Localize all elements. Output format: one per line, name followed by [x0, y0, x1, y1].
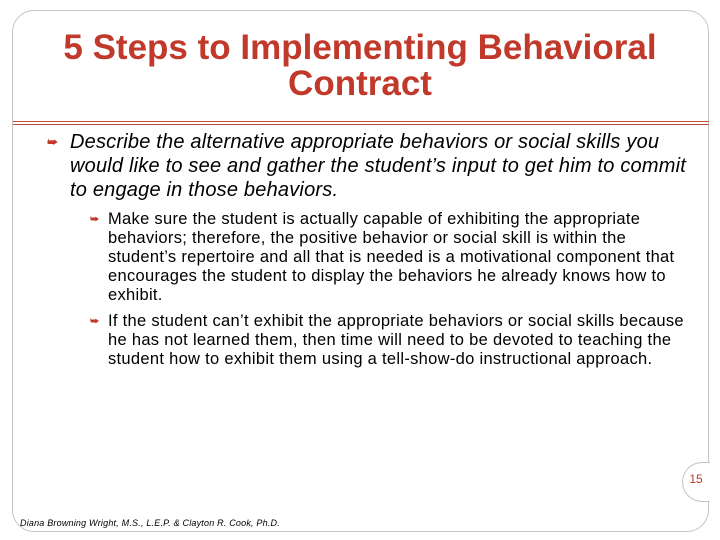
curved-arrow-bullet-icon: ⮩: [90, 316, 100, 327]
bullet-item-level1: [46, 130, 686, 202]
bullet-text: Make sure the student is actually capable of exhibiting the appropriate behaviors; therefore, the positive behavior or social skill is within the student’s repertoire and all that is needed is a motivational component that encourages the student to display the behaviors he already knows how to exhibit.: [108, 210, 675, 304]
curved-arrow-bullet-icon: ⮩: [90, 214, 100, 225]
curved-arrow-bullet-icon: ⮩: [46, 135, 58, 149]
page-number: 15: [689, 472, 703, 486]
bullet-item-level2: [46, 312, 686, 369]
title-divider: [13, 121, 709, 122]
slide-body: [46, 130, 686, 376]
slide-title: 5 Steps to Implementing Behavioral Contract: [63, 28, 657, 103]
slide-footer-credit: Diana Browning Wright, M.S., L.E.P. & Clayton R. Cook, Ph.D.: [20, 518, 280, 528]
bullet-text: Describe the alternative appropriate behaviors or social skills you would like to see and gather the student’s input to get him to commit to engage in those behaviors.: [70, 131, 686, 201]
bullet-item-level2: [46, 210, 686, 305]
bullet-text: If the student can’t exhibit the appropriate behaviors or social skills because he has not learned them, then time will need to be devoted to teaching the student how to exhibit them using a tell-show-do instructional approach.: [108, 312, 684, 368]
